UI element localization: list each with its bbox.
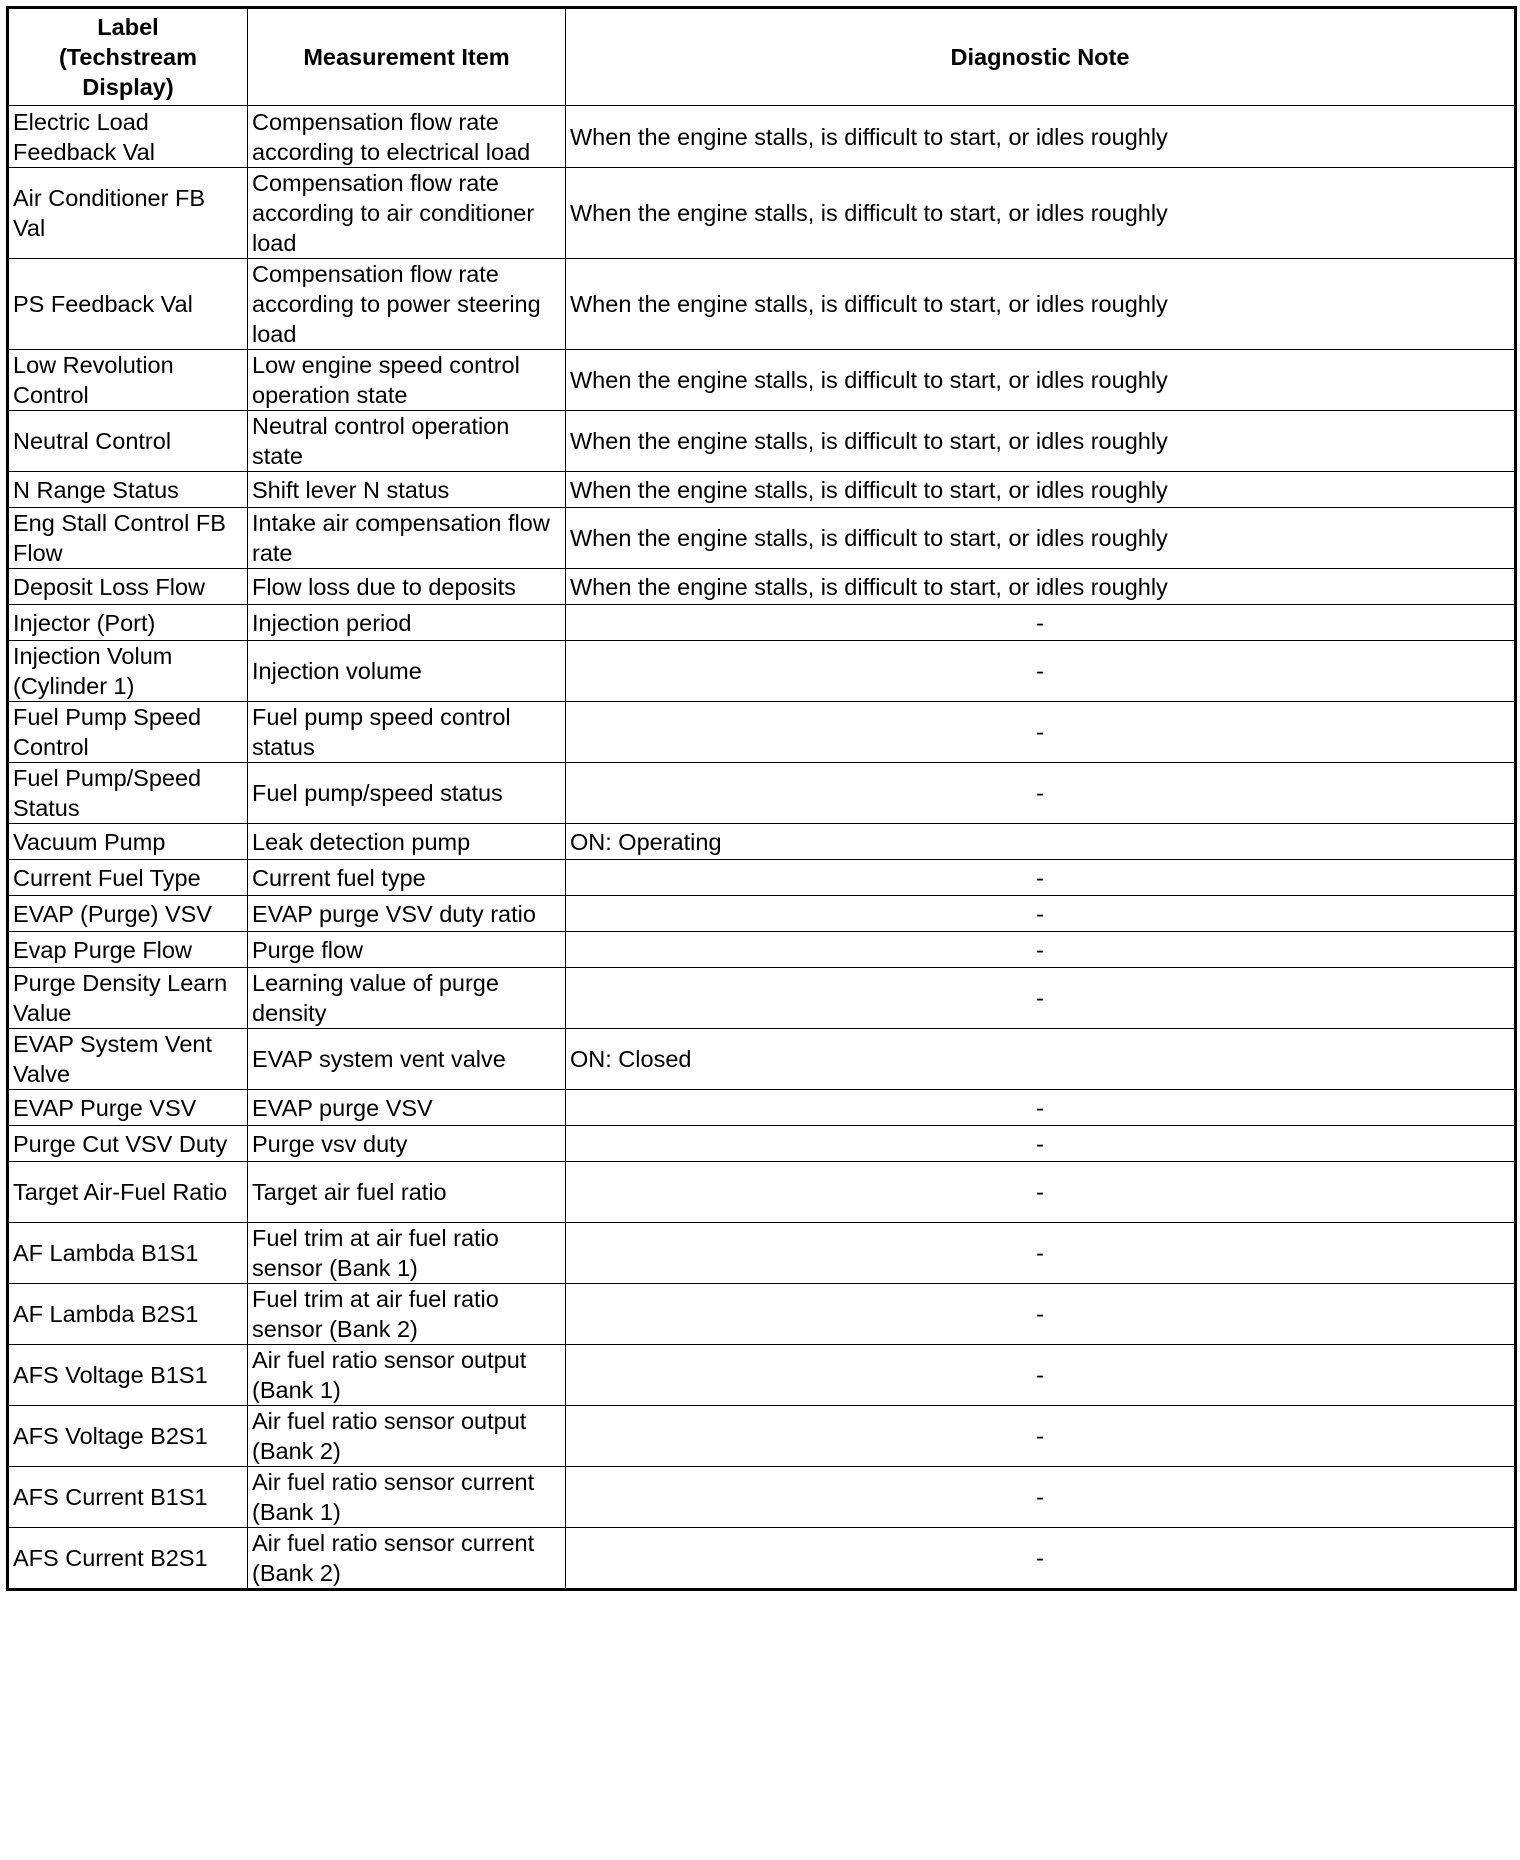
table-header-row bbox=[8, 8, 1516, 106]
cell-diagnostic-note: When the engine stalls, is difficult to start, or idles roughly bbox=[566, 411, 1516, 472]
cell-measurement-item: Air fuel ratio sensor output (Bank 2) bbox=[248, 1406, 566, 1467]
table-row bbox=[8, 968, 1516, 1029]
cell-label: Fuel Pump Speed Control bbox=[8, 702, 248, 763]
header-label-text: Label (Techstream Display) bbox=[58, 14, 197, 100]
cell-diagnostic-note: - bbox=[566, 1284, 1516, 1345]
cell-diagnostic-note: - bbox=[566, 1406, 1516, 1467]
cell-label: AFS Voltage B2S1 bbox=[8, 1406, 248, 1467]
cell-label: EVAP (Purge) VSV bbox=[8, 896, 248, 932]
cell-diagnostic-note: - bbox=[566, 1345, 1516, 1406]
cell-measurement-item: Intake air compensation flow rate bbox=[248, 508, 566, 569]
cell-label: AFS Current B1S1 bbox=[8, 1467, 248, 1528]
table-row bbox=[8, 1126, 1516, 1162]
cell-diagnostic-note: - bbox=[566, 641, 1516, 702]
cell-label: EVAP System Vent Valve bbox=[8, 1029, 248, 1090]
table-row bbox=[8, 641, 1516, 702]
cell-measurement-item: Flow loss due to deposits bbox=[248, 569, 566, 605]
cell-measurement-item: EVAP system vent valve bbox=[248, 1029, 566, 1090]
table-row bbox=[8, 106, 1516, 168]
table-row bbox=[8, 1090, 1516, 1126]
cell-measurement-item: Learning value of purge density bbox=[248, 968, 566, 1029]
table-row bbox=[8, 1162, 1516, 1223]
cell-measurement-item: Shift lever N status bbox=[248, 472, 566, 508]
table-row bbox=[8, 763, 1516, 824]
table-row bbox=[8, 350, 1516, 411]
table-row bbox=[8, 932, 1516, 968]
header-diagnostic-note: Diagnostic Note bbox=[566, 8, 1516, 106]
cell-measurement-item: Neutral control operation state bbox=[248, 411, 566, 472]
cell-diagnostic-note: - bbox=[566, 1528, 1516, 1590]
cell-label: Current Fuel Type bbox=[8, 860, 248, 896]
cell-diagnostic-note: ON: Operating bbox=[566, 824, 1516, 860]
table-row bbox=[8, 605, 1516, 641]
table-row bbox=[8, 168, 1516, 259]
cell-label: Low Revolution Control bbox=[8, 350, 248, 411]
table-row bbox=[8, 411, 1516, 472]
cell-measurement-item: Current fuel type bbox=[248, 860, 566, 896]
cell-label: Vacuum Pump bbox=[8, 824, 248, 860]
table-row bbox=[8, 472, 1516, 508]
cell-label: Eng Stall Control FB Flow bbox=[8, 508, 248, 569]
table-row bbox=[8, 702, 1516, 763]
cell-diagnostic-note: - bbox=[566, 968, 1516, 1029]
cell-label: Deposit Loss Flow bbox=[8, 569, 248, 605]
data-list-table bbox=[6, 6, 1517, 1591]
cell-measurement-item: Fuel pump/speed status bbox=[248, 763, 566, 824]
cell-diagnostic-note: When the engine stalls, is difficult to start, or idles roughly bbox=[566, 569, 1516, 605]
table-row bbox=[8, 824, 1516, 860]
cell-label: AFS Voltage B1S1 bbox=[8, 1345, 248, 1406]
table-row bbox=[8, 1223, 1516, 1284]
cell-diagnostic-note: - bbox=[566, 1223, 1516, 1284]
cell-measurement-item: EVAP purge VSV bbox=[248, 1090, 566, 1126]
cell-label: AF Lambda B2S1 bbox=[8, 1284, 248, 1345]
cell-diagnostic-note: - bbox=[566, 605, 1516, 641]
cell-measurement-item: Purge vsv duty bbox=[248, 1126, 566, 1162]
cell-diagnostic-note: - bbox=[566, 702, 1516, 763]
cell-diagnostic-note: - bbox=[566, 1126, 1516, 1162]
cell-diagnostic-note: - bbox=[566, 1162, 1516, 1223]
cell-diagnostic-note: When the engine stalls, is difficult to start, or idles roughly bbox=[566, 472, 1516, 508]
cell-measurement-item: Air fuel ratio sensor current (Bank 2) bbox=[248, 1528, 566, 1590]
table-row bbox=[8, 1406, 1516, 1467]
cell-measurement-item: Leak detection pump bbox=[248, 824, 566, 860]
cell-measurement-item: Air fuel ratio sensor current (Bank 1) bbox=[248, 1467, 566, 1528]
cell-measurement-item: Low engine speed control operation state bbox=[248, 350, 566, 411]
cell-diagnostic-note: When the engine stalls, is difficult to start, or idles roughly bbox=[566, 350, 1516, 411]
cell-label: Injection Volum (Cylinder 1) bbox=[8, 641, 248, 702]
header-label bbox=[8, 8, 248, 106]
cell-label: PS Feedback Val bbox=[8, 259, 248, 350]
table-row bbox=[8, 1528, 1516, 1590]
cell-diagnostic-note: - bbox=[566, 1090, 1516, 1126]
table-row bbox=[8, 1284, 1516, 1345]
table-row bbox=[8, 508, 1516, 569]
table-row bbox=[8, 1467, 1516, 1528]
cell-diagnostic-note: - bbox=[566, 860, 1516, 896]
cell-diagnostic-note: ON: Closed bbox=[566, 1029, 1516, 1090]
cell-diagnostic-note: - bbox=[566, 932, 1516, 968]
table-row bbox=[8, 259, 1516, 350]
cell-measurement-item: Injection volume bbox=[248, 641, 566, 702]
cell-label: Injector (Port) bbox=[8, 605, 248, 641]
cell-diagnostic-note: - bbox=[566, 1467, 1516, 1528]
cell-label: Neutral Control bbox=[8, 411, 248, 472]
cell-label: Evap Purge Flow bbox=[8, 932, 248, 968]
cell-diagnostic-note: When the engine stalls, is difficult to start, or idles roughly bbox=[566, 168, 1516, 259]
header-measurement-item: Measurement Item bbox=[248, 8, 566, 106]
cell-label: Purge Cut VSV Duty bbox=[8, 1126, 248, 1162]
document-page bbox=[6, 6, 1514, 1591]
cell-label: AFS Current B2S1 bbox=[8, 1528, 248, 1590]
table-row bbox=[8, 860, 1516, 896]
cell-measurement-item: Compensation flow rate according to electrical load bbox=[248, 106, 566, 168]
cell-measurement-item: EVAP purge VSV duty ratio bbox=[248, 896, 566, 932]
cell-label: Electric Load Feedback Val bbox=[8, 106, 248, 168]
cell-measurement-item: Air fuel ratio sensor output (Bank 1) bbox=[248, 1345, 566, 1406]
cell-label: N Range Status bbox=[8, 472, 248, 508]
cell-measurement-item: Fuel pump speed control status bbox=[248, 702, 566, 763]
table-row bbox=[8, 1345, 1516, 1406]
cell-diagnostic-note: - bbox=[566, 896, 1516, 932]
cell-diagnostic-note: When the engine stalls, is difficult to start, or idles roughly bbox=[566, 259, 1516, 350]
cell-measurement-item: Target air fuel ratio bbox=[248, 1162, 566, 1223]
table-row bbox=[8, 896, 1516, 932]
cell-measurement-item: Purge flow bbox=[248, 932, 566, 968]
cell-diagnostic-note: When the engine stalls, is difficult to start, or idles roughly bbox=[566, 106, 1516, 168]
cell-label: Purge Density Learn Value bbox=[8, 968, 248, 1029]
cell-measurement-item: Compensation flow rate according to air conditioner load bbox=[248, 168, 566, 259]
cell-label: AF Lambda B1S1 bbox=[8, 1223, 248, 1284]
cell-label: Air Conditioner FB Val bbox=[8, 168, 248, 259]
cell-label: Target Air-Fuel Ratio bbox=[8, 1162, 248, 1223]
cell-measurement-item: Fuel trim at air fuel ratio sensor (Bank 1) bbox=[248, 1223, 566, 1284]
table-row bbox=[8, 569, 1516, 605]
cell-measurement-item: Injection period bbox=[248, 605, 566, 641]
cell-measurement-item: Compensation flow rate according to power steering load bbox=[248, 259, 566, 350]
cell-diagnostic-note: - bbox=[566, 763, 1516, 824]
cell-diagnostic-note: When the engine stalls, is difficult to start, or idles roughly bbox=[566, 508, 1516, 569]
cell-label: Fuel Pump/Speed Status bbox=[8, 763, 248, 824]
cell-measurement-item: Fuel trim at air fuel ratio sensor (Bank 2) bbox=[248, 1284, 566, 1345]
cell-label: EVAP Purge VSV bbox=[8, 1090, 248, 1126]
table-row bbox=[8, 1029, 1516, 1090]
